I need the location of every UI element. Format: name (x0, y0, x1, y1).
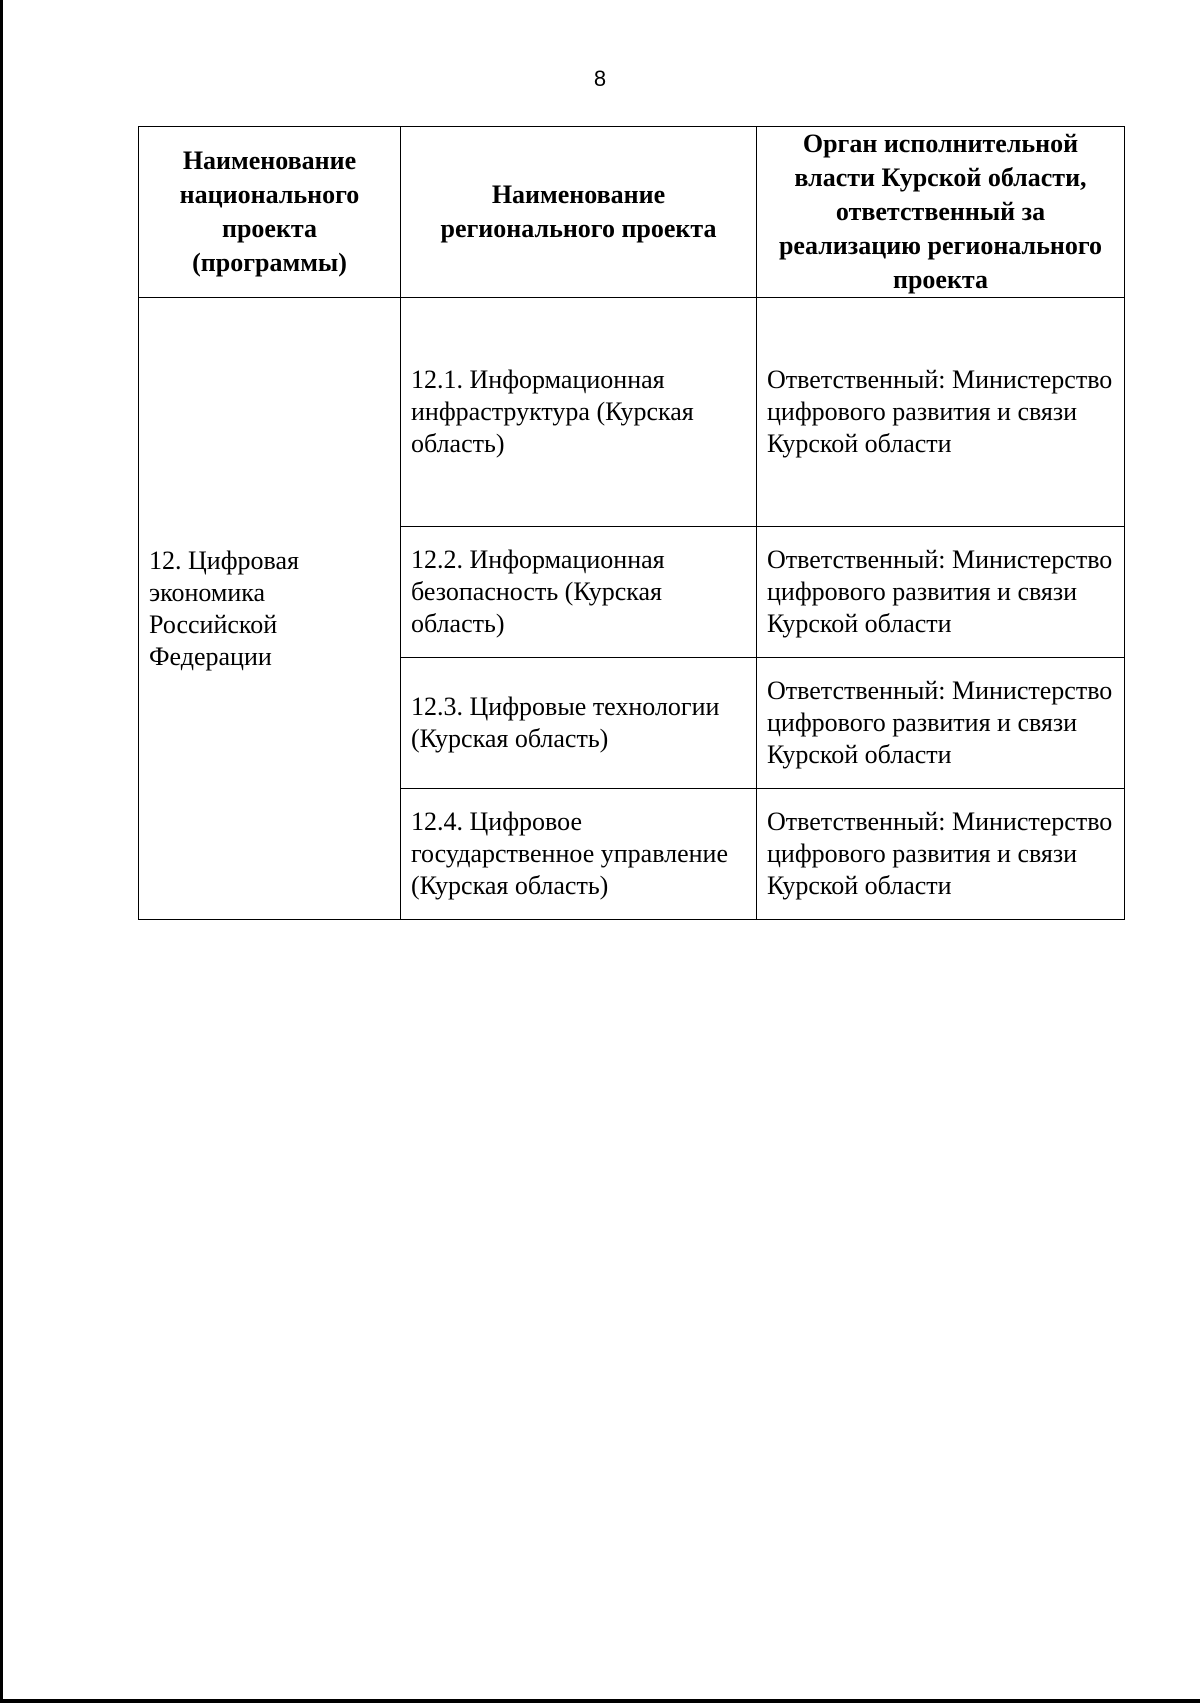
regional-projects-table (138, 126, 1125, 920)
table-row (139, 298, 1125, 527)
responsible-authority-cell: Ответственный: Министерство цифрового развития и связи Курской области (757, 527, 1125, 658)
table-header-row (139, 127, 1125, 298)
scan-edge-bottom (0, 1699, 1200, 1703)
responsible-authority-cell: Ответственный: Министерство цифрового развития и связи Курской области (757, 658, 1125, 789)
national-project-cell: 12. Цифровая экономика Российской Федерации (139, 298, 401, 920)
page-number: 8 (593, 66, 607, 91)
regional-project-cell: 12.4. Цифровое государственное управление (Курская область) (401, 789, 757, 920)
header-regional-project: Наименование регионального проекта (401, 127, 757, 298)
regional-project-cell: 12.3. Цифровые технологии (Курская область) (401, 658, 757, 789)
regional-project-cell: 12.2. Информационная безопасность (Курская область) (401, 527, 757, 658)
scan-edge-left (0, 0, 3, 1703)
responsible-authority-cell: Ответственный: Министерство цифрового развития и связи Курской области (757, 789, 1125, 920)
header-national-project: Наименование национального проекта (программы) (139, 127, 401, 298)
regional-project-cell: 12.1. Информационная инфраструктура (Курская область) (401, 298, 757, 527)
responsible-authority-cell: Ответственный: Министерство цифрового развития и связи Курской области (757, 298, 1125, 527)
header-responsible-authority: Орган исполнительной власти Курской области, ответственный за реализацию регионального проекта (757, 127, 1125, 298)
